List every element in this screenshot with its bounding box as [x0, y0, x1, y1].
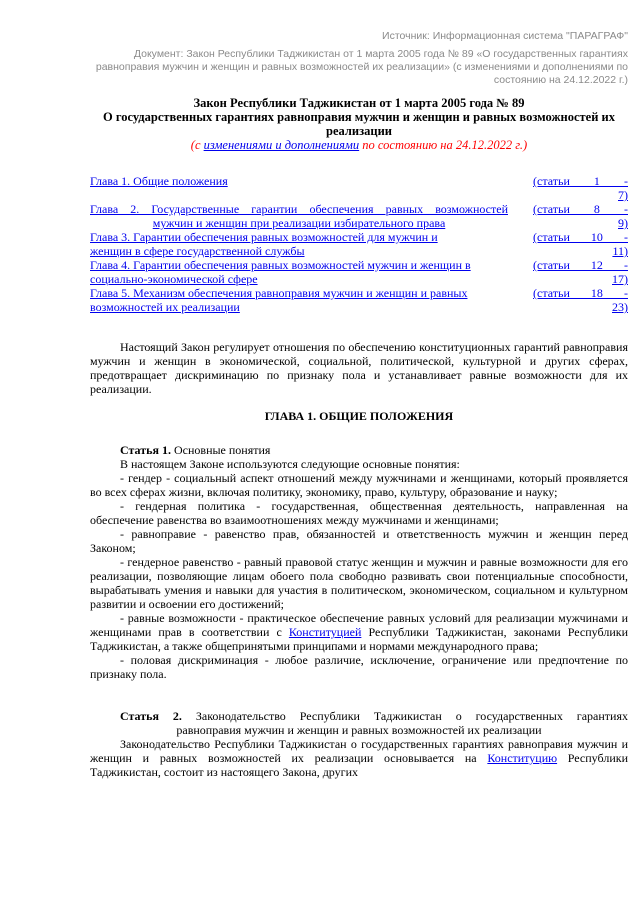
toc-pages-3-link[interactable]: (статьи 10 - [533, 230, 628, 244]
term-equal-opportunities-prefix: - равные возможности - практическое обеспечение равных условий для реализации мужчинами и женщинами прав в соответствии с [90, 611, 628, 639]
amendments-link[interactable]: изменениями и дополнениями [203, 138, 360, 152]
law-number-line: Закон Республики Таджикистан от 1 марта 2005 года № 89 [193, 96, 525, 110]
term-equal-opportunities [90, 611, 628, 653]
toc-row [90, 258, 628, 286]
chapter-1-heading: ГЛАВА 1. ОБЩИЕ ПОЛОЖЕНИЯ [264, 409, 454, 423]
toc-pages-2-link[interactable]: (статьи 8 - [533, 202, 628, 216]
toc-pages-cell [533, 258, 628, 286]
article-2-body-prefix: Законодательство Республики Таджикистан о государственных гарантиях равноправия мужчин и женщин и равных возможностей их реализации основывается на [90, 737, 628, 765]
toc-pages-cell [533, 174, 628, 202]
toc-chapter-2-link-2[interactable]: мужчин и женщин при реализации избирательного права [152, 216, 446, 230]
toc-chapter-5-link[interactable]: Глава 5. Механизм обеспечения равноправия мужчин и женщин и равных [90, 286, 468, 300]
term-gender: - гендер - социальный аспект отношений между мужчинами и женщинами, который проявляется во всех сферах жизни, включая политику, экономику, право, культуру, образование и науку; [90, 471, 628, 499]
toc-pages-2-link-2[interactable]: 9) [618, 216, 628, 230]
amendment-prefix: (с [190, 138, 204, 152]
toc-pages-5-link[interactable]: (статьи 18 - [533, 286, 628, 300]
toc-pages-cell [533, 230, 628, 258]
toc-pages-1-link[interactable]: (статьи 1 - [533, 174, 628, 188]
article-2-title-line2: равноправия мужчин и женщин и равных возможностей их реализации [176, 723, 542, 737]
toc-chapter-1-link[interactable]: Глава 1. Общие положения [90, 174, 228, 188]
toc-row [90, 202, 628, 230]
amendment-note [90, 138, 628, 152]
toc-chapter-cell [90, 230, 508, 258]
constitution-link-2[interactable]: Конституцию [487, 751, 558, 765]
toc-row [90, 286, 628, 314]
constitution-link[interactable]: Конституцией [288, 625, 362, 639]
term-equal-opportunities-suffix: Республики Таджикистан, законами Республики Таджикистан, а также общепринятыми принципами и нормами международного права; [90, 625, 628, 653]
source-line: Источник: Информационная система "ПАРАГРАФ" [382, 30, 628, 42]
article-2-number: Статья 2. [120, 709, 182, 723]
article-2 [90, 709, 628, 779]
toc-chapter-5-link-2[interactable]: возможностей их реализации [90, 300, 240, 314]
article-2-body [90, 737, 628, 779]
article-1-title [90, 443, 628, 457]
law-title [90, 96, 628, 138]
amendment-suffix: по состоянию на 24.12.2022 г.) [359, 138, 528, 152]
toc-pages-3-link-2[interactable]: 11) [612, 244, 628, 258]
toc-pages-cell [533, 286, 628, 314]
toc-pages-4-link[interactable]: (статьи 12 - [533, 258, 628, 272]
term-sex-discrimination: - половая дискриминация - любое различие, исключение, ограничение или предпочтение по признаку пола. [90, 653, 628, 681]
term-gender-equality: - гендерное равенство - равный правовой статус женщин и мужчин и равные возможности для его реализации, позволяющие лицам обоего пола свободно развивать свои потенциальные способности, вырабатывать умения и навыки для участия в политическом, экономическом, социальном и культурном развитии и освоении его достижений; [90, 555, 628, 611]
toc-row [90, 174, 628, 202]
toc-pages-5-link-2[interactable]: 23) [612, 300, 628, 314]
article-1 [90, 443, 628, 681]
toc-row [90, 230, 628, 258]
toc-pages-cell [533, 202, 628, 230]
article-2-title-line1 [90, 709, 628, 723]
toc-chapter-3-link[interactable]: Глава 3. Гарантии обеспечения равных возможностей для мужчин и [90, 230, 438, 244]
toc-chapter-cell [90, 258, 508, 286]
toc-chapter-4-link-2[interactable]: социально-экономической сфере [90, 272, 258, 286]
table-of-contents [90, 174, 628, 314]
article-2-title-text: Законодательство Республики Таджикистан о государственных гарантиях [181, 709, 628, 723]
toc-pages-1-link-2[interactable]: 7) [618, 188, 628, 202]
toc-chapter-3-link-2[interactable]: женщин в сфере государственной службы [90, 244, 305, 258]
term-gender-policy: - гендерная политика - государственная, общественная деятельность, направленная на обеспечение равенства во взаимоотношениях между мужчинами и женщинами; [90, 499, 628, 527]
source-header [90, 30, 628, 87]
toc-chapter-4-link[interactable]: Глава 4. Гарантии обеспечения равных возможностей мужчин и женщин в [90, 258, 471, 272]
toc-pages-4-link-2[interactable]: 17) [612, 272, 628, 286]
toc-chapter-cell [90, 286, 508, 314]
toc-chapter-cell [90, 174, 508, 202]
toc-chapter-cell [90, 202, 508, 230]
law-preamble: Настоящий Закон регулирует отношения по обеспечению конституционных гарантий равноправия мужчин и женщин в экономической, социальной, политической, культурной и других сферах, предотвращает дискриминацию по признаку пола и устанавливает равные возможности для их реализации. [90, 340, 628, 396]
document-line: Документ: Закон Республики Таджикистан от 1 марта 2005 года № 89 «О государственных гарантиях равноправия мужчин и женщин и равных возможностей их реализации» (с изменениями и дополнениями по состоянию на 24.12.2022 г.) [95, 48, 628, 86]
article-1-number: Статья 1. [120, 443, 171, 457]
toc-chapter-2-link[interactable]: Глава 2. Государственные гарантии обеспечения равных возможностей [90, 202, 508, 216]
term-equality: - равноправие - равенство прав, обязанностей и ответственность мужчин и женщин перед Законом; [90, 527, 628, 555]
article-1-title-text: Основные понятия [170, 443, 271, 457]
article-1-lead: В настоящем Законе используются следующие основные понятия: [120, 457, 460, 471]
article-2-body-suffix: Республики Таджикистан, состоит из настоящего Закона, других [90, 751, 628, 779]
law-name-line: О государственных гарантиях равноправия мужчин и женщин и равных возможностей их реализации [102, 110, 615, 138]
